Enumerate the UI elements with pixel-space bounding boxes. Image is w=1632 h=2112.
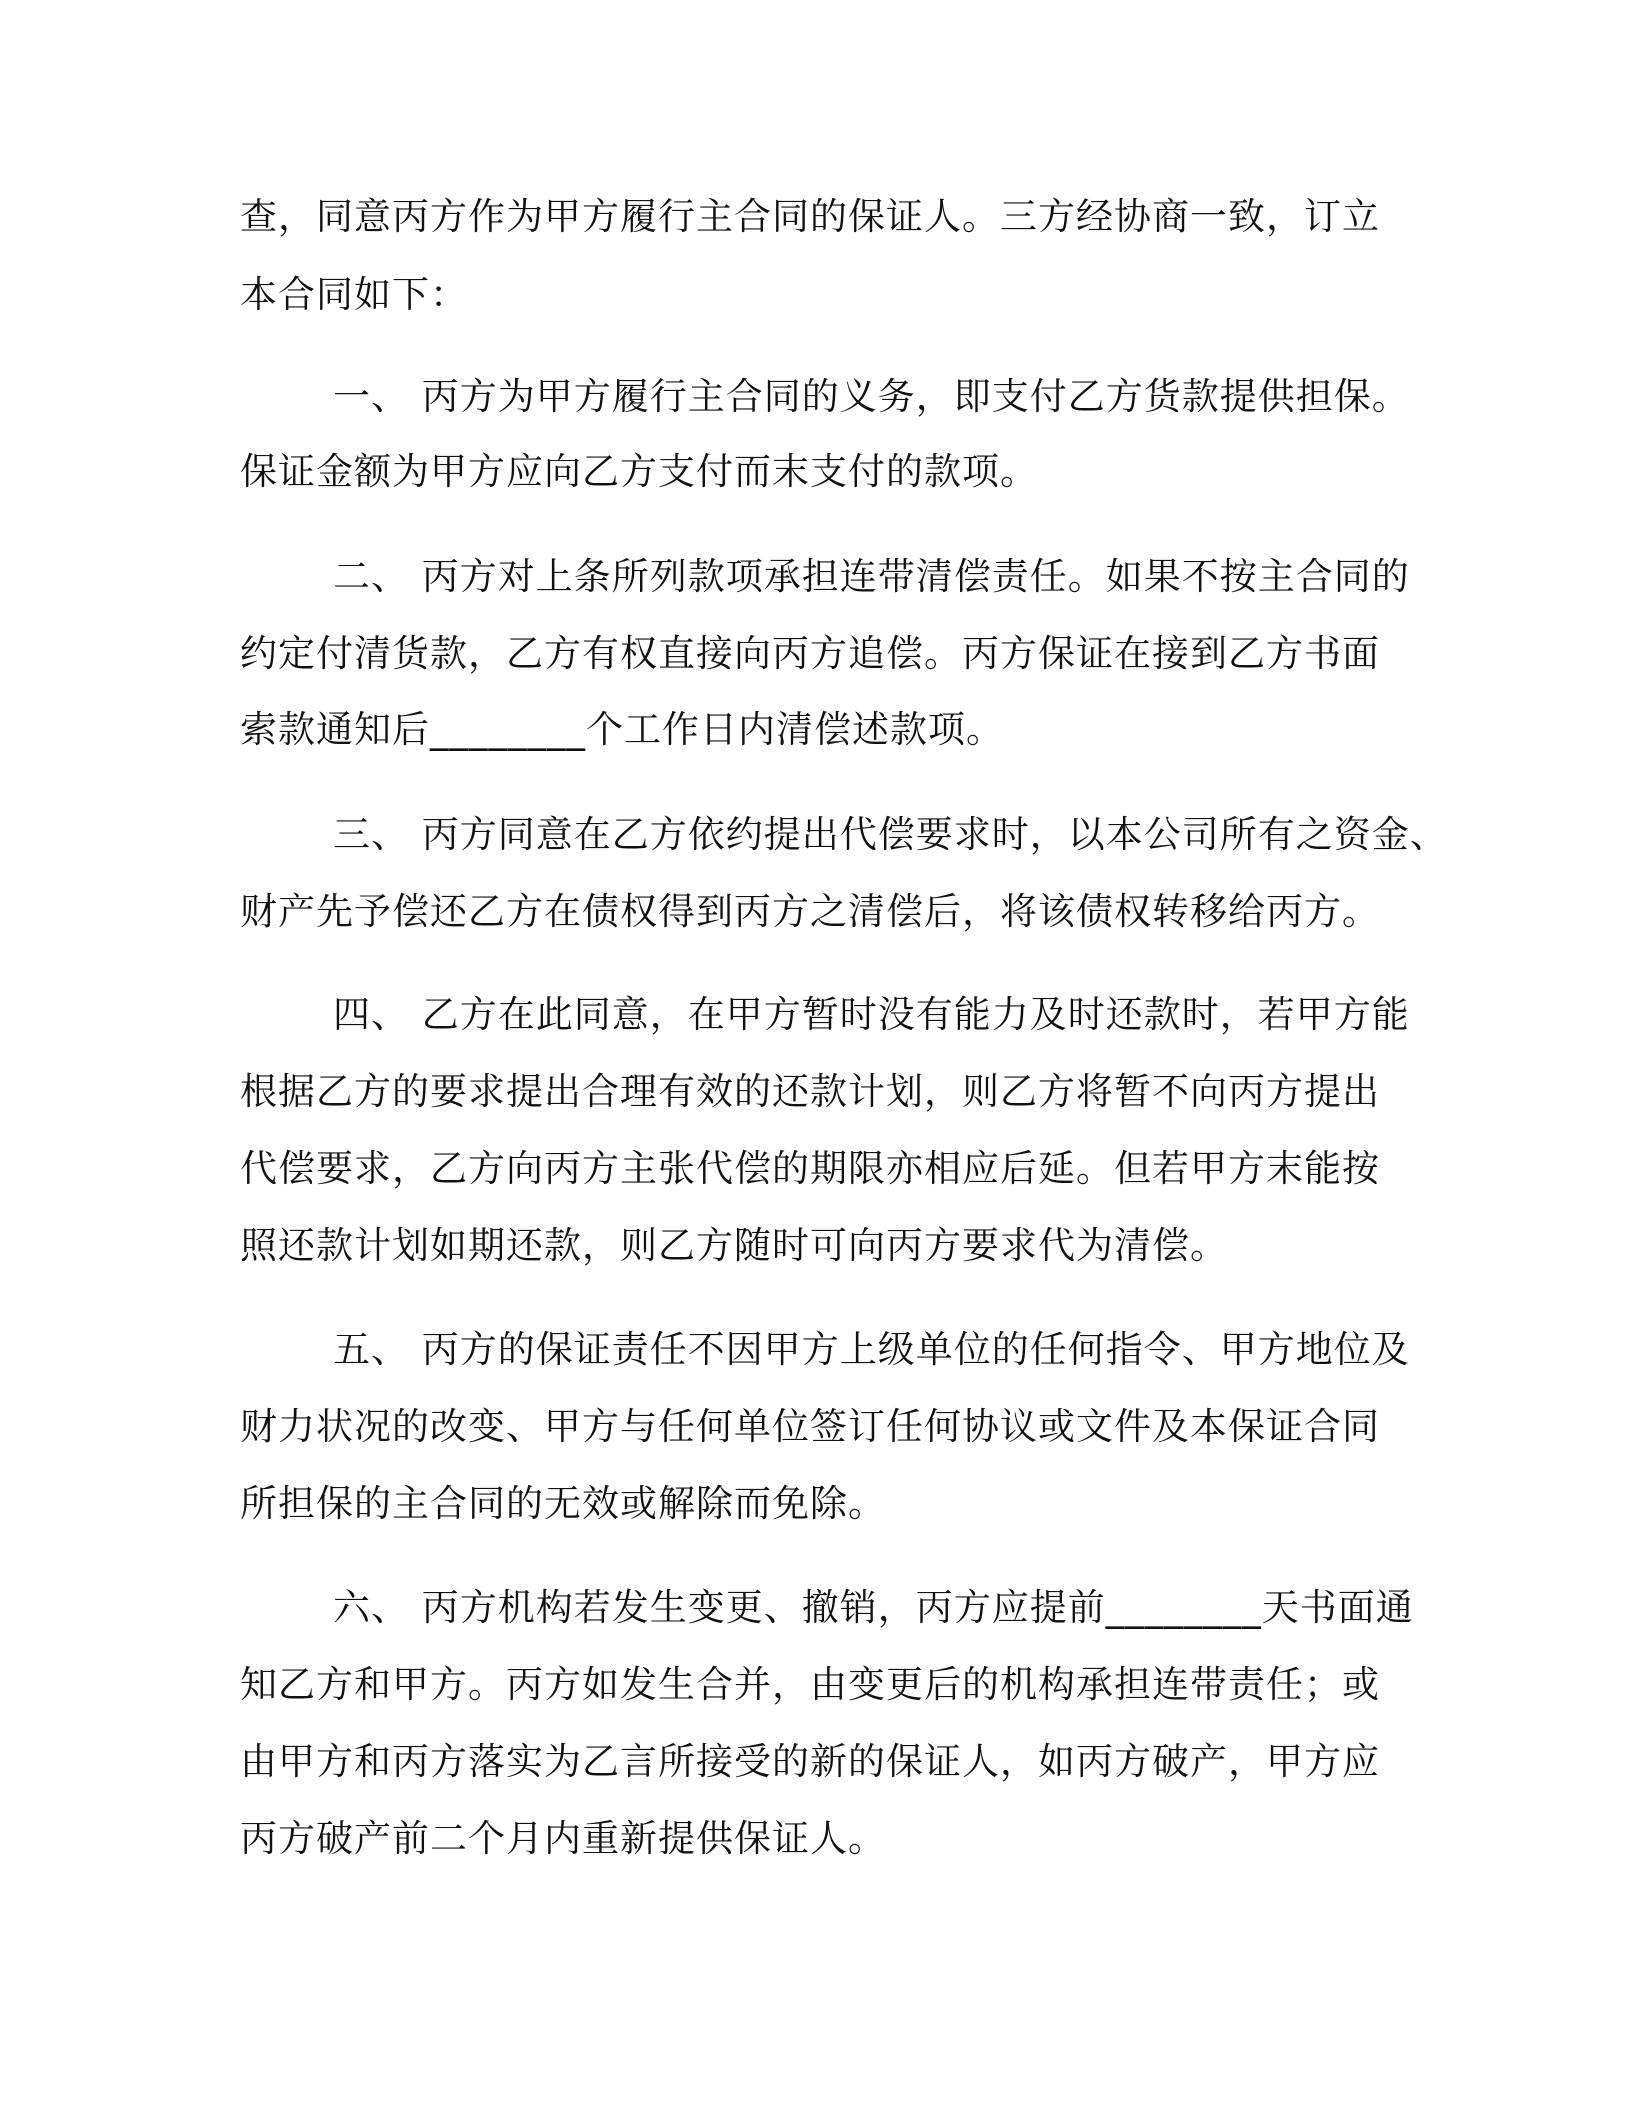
text-line: 保证金额为甲方应向乙方支付而末支付的款项。: [240, 450, 1038, 493]
text-line: 财产先予偿还乙方在债权得到丙方之清偿后，将该债权转移给丙方。: [240, 890, 1380, 933]
text-line: 查，同意丙方作为甲方履行主合同的保证人。三方经协商一致，订立: [240, 195, 1380, 238]
clause-1-heading-line: 一、 丙方为甲方履行主合同的义务，即支付乙方货款提供担保。: [333, 375, 1410, 418]
text-line: 由甲方和丙方落实为乙言所接受的新的保证人，如丙方破产，甲方应: [240, 1740, 1380, 1783]
text-line: 约定付清货款，乙方有权直接向丙方追偿。丙方保证在接到乙方书面: [240, 632, 1380, 675]
clause-5-heading-line: 五、 丙方的保证责任不因甲方上级单位的任何指令、甲方地位及: [333, 1328, 1410, 1371]
text-line: 所担保的主合同的无效或解除而免除。: [240, 1482, 886, 1525]
text-line: 根据乙方的要求提出合理有效的还款计划，则乙方将暂不向丙方提出: [240, 1070, 1380, 1113]
clause-3-heading-line: 三、 丙方同意在乙方依约提出代偿要求时，以本公司所有之资金、: [333, 813, 1448, 856]
text-line: 本合同如下：: [240, 273, 468, 316]
text-line: 知乙方和甲方。丙方如发生合并，由变更后的机构承担连带责任；或: [240, 1663, 1380, 1706]
text-line: 照还款计划如期还款，则乙方随时可向丙方要求代为清偿。: [240, 1224, 1228, 1267]
text-line: 财力状况的改变、甲方与任何单位签订任何协议或文件及本保证合同: [240, 1405, 1380, 1448]
clause-2-heading-line: 二、 丙方对上条所列款项承担连带清偿责任。如果不按主合同的: [333, 555, 1410, 598]
text-line: 索款通知后________个工作日内清偿述款项。: [240, 708, 1004, 751]
clause-6-heading-line: 六、 丙方机构若发生变更、撤销，丙方应提前________天书面通: [333, 1586, 1414, 1629]
text-line: 丙方破产前二个月内重新提供保证人。: [240, 1817, 886, 1860]
clause-4-heading-line: 四、 乙方在此同意，在甲方暂时没有能力及时还款时，若甲方能: [333, 993, 1410, 1036]
text-line: 代偿要求，乙方向丙方主张代偿的期限亦相应后延。但若甲方末能按: [240, 1147, 1380, 1190]
